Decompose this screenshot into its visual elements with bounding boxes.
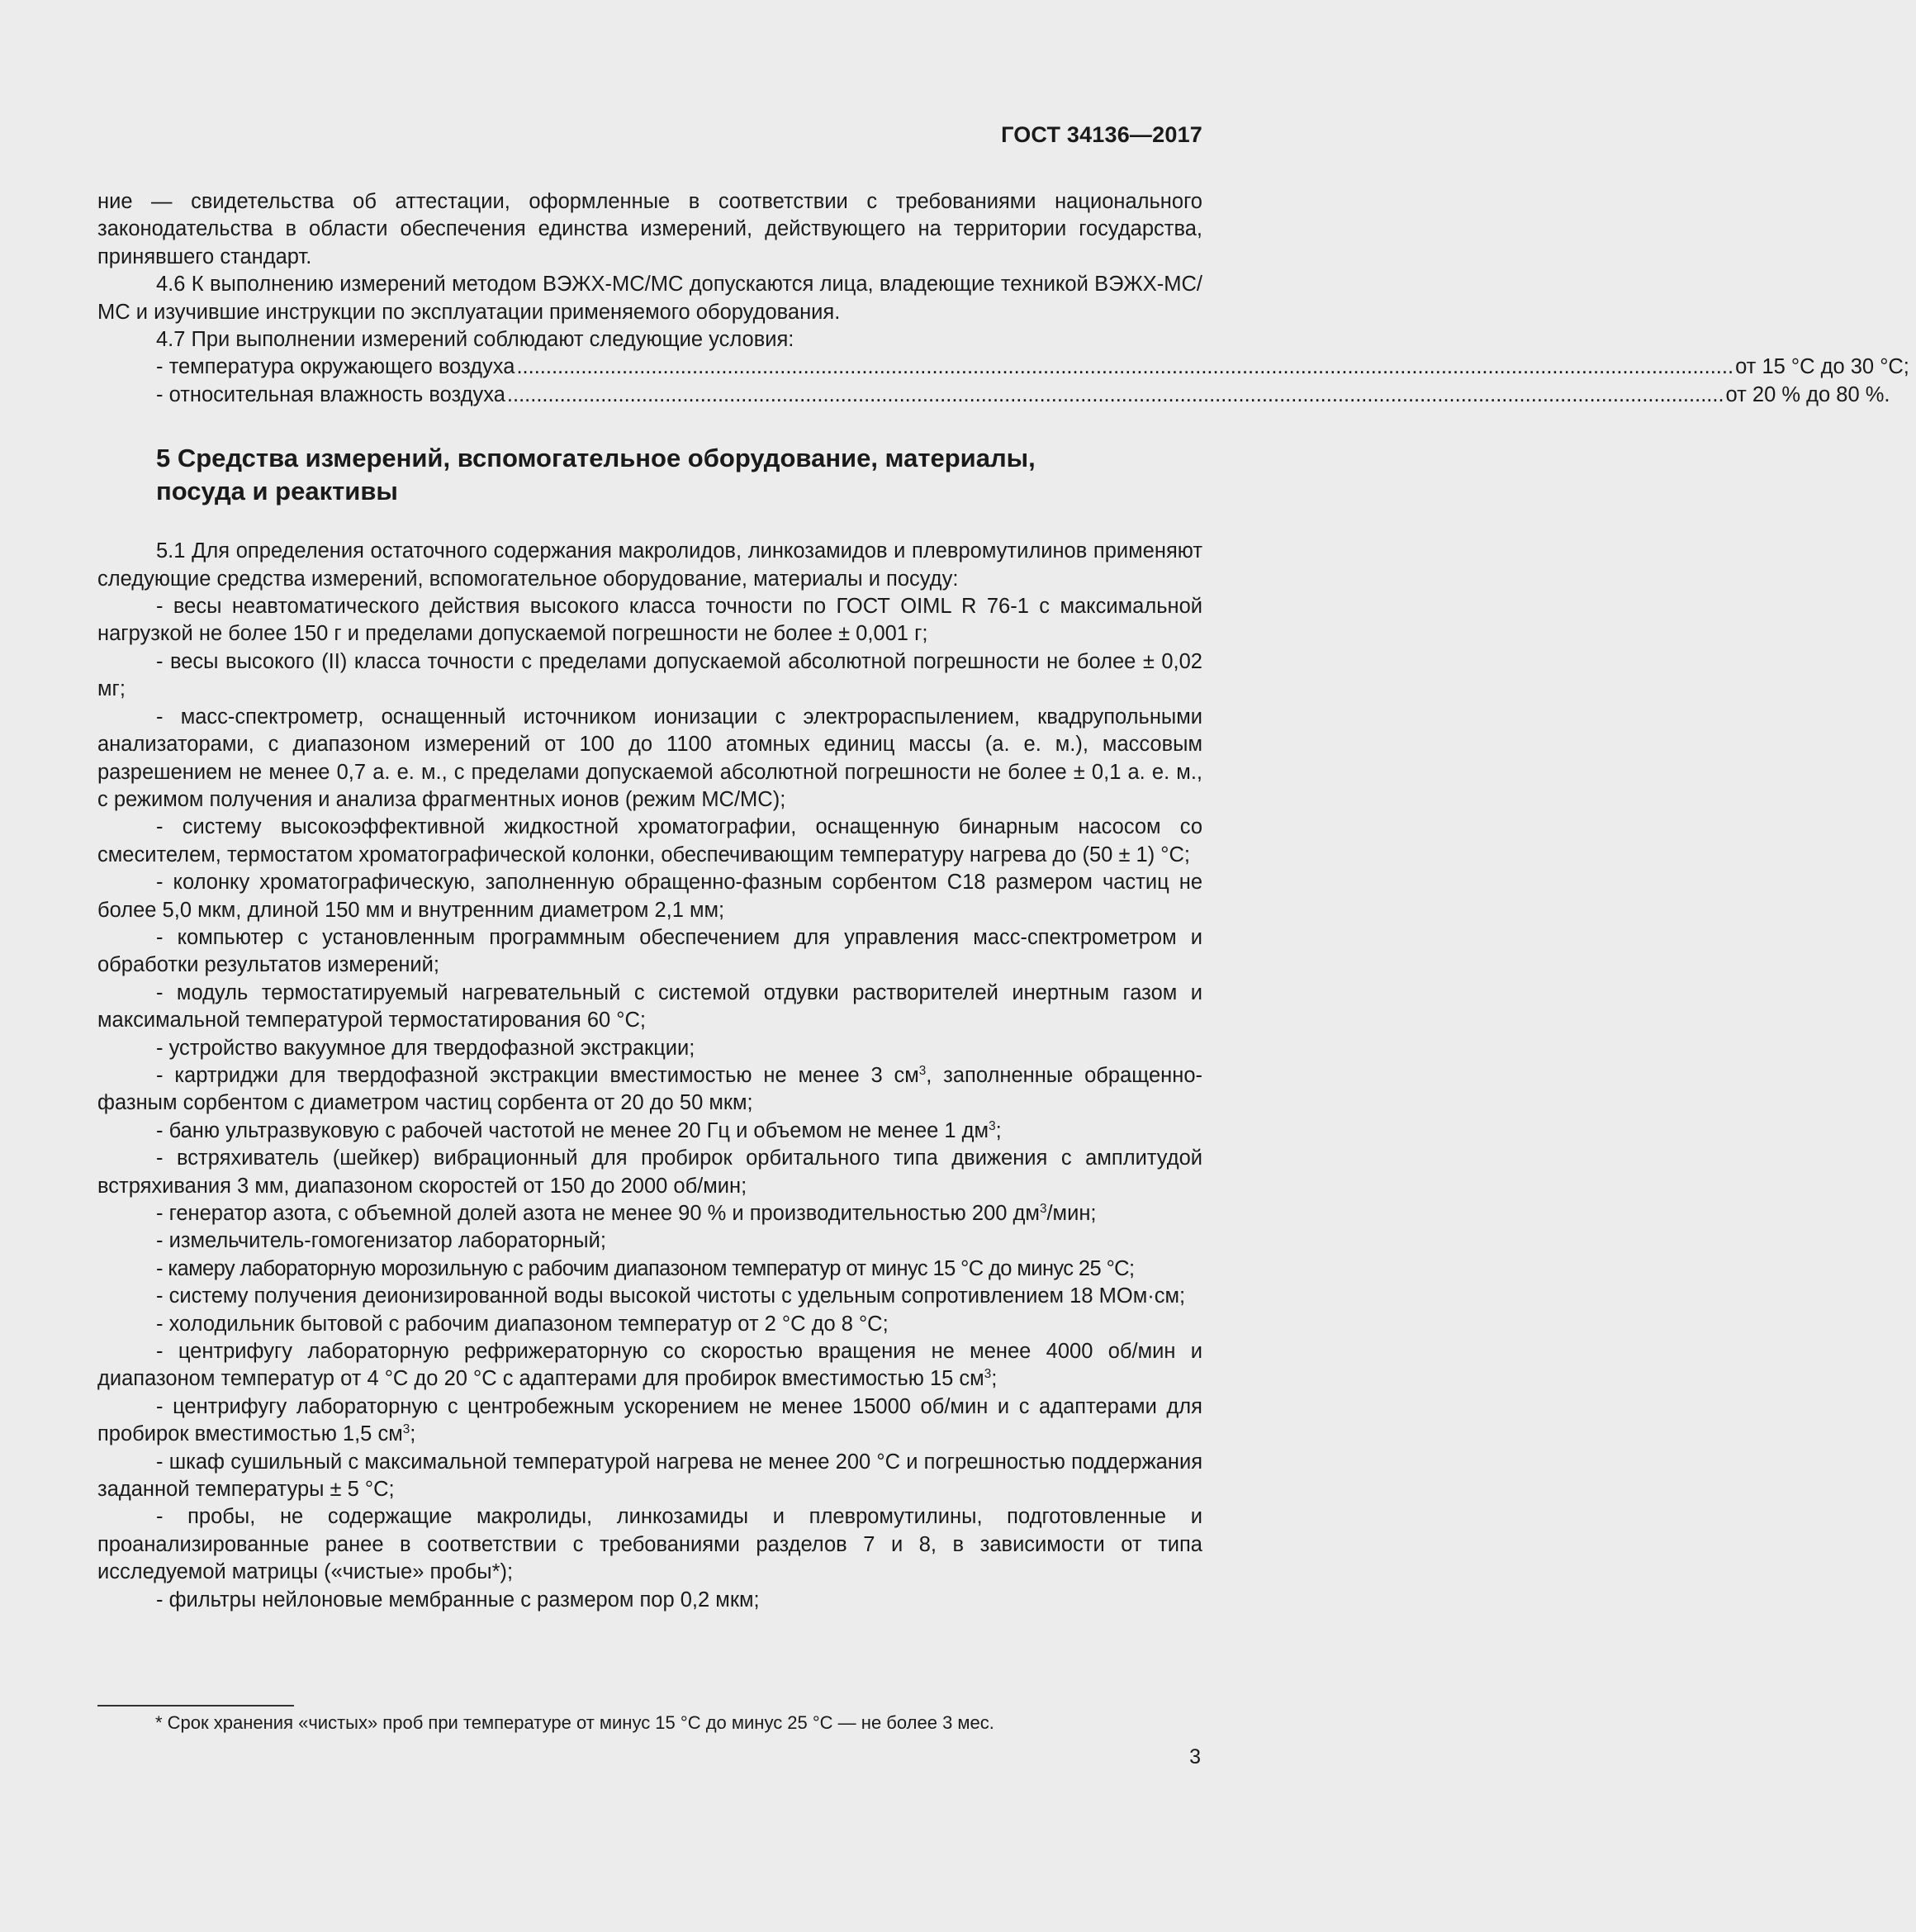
- superscript: 3: [984, 1367, 992, 1382]
- superscript: 3: [402, 1422, 410, 1437]
- list-item: - колонку хроматографическую, заполненную обращенно-фазным сорбентом C18 размером частиц не более 5,0 мкм, длиной 150 мм и внутренним диаметром 2,1 мм;: [97, 871, 1202, 922]
- paragraph-4-6: 4.6 К выполнению измерений методом ВЭЖХ-МС/МС допускаются лица, владеющие техникой ВЭЖХ-МС/МС и изучившие инструкции по эксплуатации применяемого оборудования.: [97, 273, 1202, 324]
- dot-leader: ................................................................................................................................................................................................................: [516, 355, 1734, 379]
- text: ;: [991, 1367, 998, 1391]
- text: - генератор азота, с объемной долей азота не менее 90 % и производительностью 200 дм: [156, 1202, 1040, 1225]
- list-item-ultrasonic-bath: [97, 1118, 1202, 1145]
- superscript: 3: [989, 1118, 996, 1133]
- condition-value: от 20 % до 80 %.: [1725, 382, 1890, 406]
- dot-leader: ................................................................................................................................................................................................................: [506, 382, 1724, 406]
- page-number: 3: [1189, 1745, 1201, 1768]
- text: ;: [995, 1118, 1002, 1142]
- list-item-refrigerated-centrifuge: [97, 1338, 1202, 1393]
- paragraph-4-7: 4.7 При выполнении измерений соблюдают следующие условия:: [156, 328, 794, 352]
- list-item-nitrogen-generator: [97, 1200, 1202, 1227]
- list-item: - измельчитель-гомогенизатор лабораторный;: [156, 1229, 606, 1253]
- section-5-heading: 5 Средства измерений, вспомогательное оборудование, материалы, посуда и реактивы: [156, 444, 1036, 506]
- footnote: * Срок хранения «чистых» проб при температуре от минус 15 °С до минус 25 °С — не более 3 мес.: [155, 1712, 994, 1733]
- text: ;: [410, 1422, 416, 1446]
- condition-value: от 15 °С до 30 °С;: [1735, 355, 1909, 379]
- list-item: - холодильник бытовой с рабочим диапазоном температур от 2 °С до 8 °С;: [156, 1312, 889, 1336]
- list-item: - весы неавтоматического действия высокого класса точности по ГОСТ OIML R 76-1 с максимальной нагрузкой не более 150 г и пределами допускаемой погрешности не более ± 0,001 г;: [97, 595, 1202, 646]
- list-item: - систему получения деионизированной воды высокой чистоты с удельным сопротивлением 18 МОм·см;: [156, 1284, 1186, 1308]
- list-item: - устройство вакуумное для твердофазной экстракции;: [156, 1036, 695, 1060]
- list-item: - модуль термостатируемый нагревательный с системой отдувки растворителей инертным газом и максимальной температурой термостатирования 60 °С;: [97, 980, 1202, 1032]
- condition-label: - относительная влажность воздуха: [156, 382, 505, 406]
- paragraph-5-1: 5.1 Для определения остаточного содержания макролидов, линкозамидов и плевромутилинов применяют следующие средства измерений, вспомогательное оборудование, материалы и посуду:: [97, 539, 1202, 591]
- list-item: - масс-спектрометр, оснащенный источником ионизации с электрораспылением, квадрупольными анализаторами, с диапазоном измерений от 100 до 1100 атомных единиц массы (а. е. м.), массовым разрешением не менее 0,7 а. е. м., с пределами допускаемой абсолютной погрешности не более ± 0,1 а. е. м., с режимом получения и анализа фрагментных ионов (режим МС/МС);: [97, 705, 1202, 811]
- superscript: 3: [1039, 1201, 1047, 1216]
- superscript: 3: [918, 1063, 927, 1078]
- list-item: - фильтры нейлоновые мембранные с размером пор 0,2 мкм;: [156, 1588, 760, 1612]
- text: - картриджи для твердофазной экстракции вместимостью не менее 3 см: [156, 1063, 919, 1087]
- text: , заполненные обращенно-фазным сорбентом с диаметром частиц сорбента от 20 до 50 мкм;: [97, 1063, 1202, 1115]
- list-item: - компьютер с установленным программным обеспечением для управления масс-спектрометром и обработки результатов измерений;: [97, 925, 1202, 977]
- paragraph: ние — свидетельства об аттестации, оформленные в соответствии с требованиями национального законодательства в области обеспечения единства измерений, действующего на территории государства, принявшего стандарт.: [97, 190, 1202, 268]
- list-item: - пробы, не содержащие макролиды, линкозамиды и плевромутилины, подготовленные и проанализированные ранее в соответствии с требованиями разделов 7 и 8, в зависимости от типа исследуемой матрицы («чистые» пробы*);: [97, 1505, 1202, 1584]
- text: - баню ультразвуковую с рабочей частотой не менее 20 Гц и объемом не менее 1 дм: [156, 1118, 989, 1142]
- list-item: - шкаф сушильный с максимальной температурой нагрева не менее 200 °С и погрешностью поддержания заданной температуры ± 5 °С;: [97, 1450, 1202, 1502]
- list-item-centrifuge: [97, 1393, 1202, 1449]
- footnote-divider: [97, 1705, 294, 1707]
- condition-row-humidity: [97, 382, 1890, 409]
- list-item-cartridges: [97, 1062, 1202, 1118]
- text: - центрифугу лабораторную рефрижераторную со скоростью вращения не менее 4000 об/мин и диапазоном температур от 4 °С до 20 °С с адаптерами для пробирок вместимостью 15 см: [97, 1340, 1202, 1391]
- list-item: - весы высокого (II) класса точности с пределами допускаемой абсолютной погрешности не более ± 0,02 мг;: [97, 649, 1202, 701]
- text: - центрифугу лабораторную с центробежным ускорением не менее 15000 об/мин и с адаптерами для пробирок вместимостью 1,5 см: [97, 1394, 1202, 1446]
- document-body: [97, 188, 1909, 1614]
- list-item: - систему высокоэффективной жидкостной хроматографии, оснащенную бинарным насосом со смесителем, термостатом хроматографической колонки, обеспечивающим температуру нагрева до (50 ± 1) °С;: [97, 815, 1202, 866]
- text: /мин;: [1046, 1202, 1097, 1225]
- condition-row-temperature: [97, 354, 1909, 381]
- list-item: - камеру лабораторную морозильную с рабочим диапазоном температур от минус 15 °С до минус 25 °С;: [156, 1256, 1135, 1280]
- condition-label: - температура окружающего воздуха: [156, 355, 515, 379]
- list-item: - встряхиватель (шейкер) вибрационный для пробирок орбитального типа движения с амплитудой встряхивания 3 мм, диапазоном скоростей от 150 до 2000 об/мин;: [97, 1146, 1202, 1198]
- document-id-header: ГОСТ 34136—2017: [1001, 122, 1202, 147]
